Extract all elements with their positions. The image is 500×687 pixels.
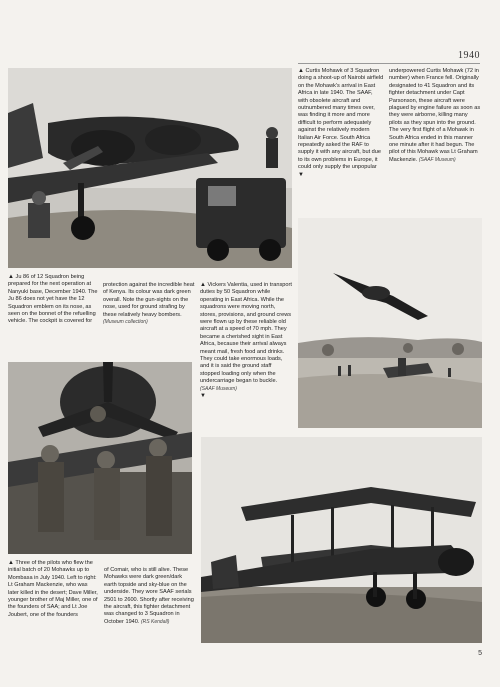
photo-credit: (Museum collection)	[103, 319, 148, 326]
caption-marker-up: ▲	[8, 560, 14, 566]
caption-marker-up: ▲	[298, 68, 304, 74]
caption-marker-down: ▼	[298, 171, 304, 178]
photo-credit: (RS Kendall)	[141, 618, 170, 625]
caption-curtiss-col2	[389, 68, 481, 164]
caption-pilots-col1	[8, 560, 100, 619]
caption-ju86-col2	[103, 282, 195, 326]
caption-pilots-col2	[104, 567, 196, 626]
caption-text: protection against the incredible heat of Kenya. Its colour was dark green overall. Note the gun-sights on the nose, used for ground strafing by these relatively heavy bombers.	[103, 282, 195, 318]
caption-text: underpowered Curtis Mohawk (72 in number) when France fell. Originally designated to 41 Squadron and its fighter detachment under Capt Parsonson, these aircraft were plagued by engine failure as soon as they were airborne, killing many pilots as they spun into the ground. The very first flight of a Mohawk in South Africa ended in this manner one minute after it had begun. The pilot of this Mohawk was Lt Graham Mackenzie.	[389, 68, 481, 163]
caption-marker-up: ▲	[8, 274, 14, 280]
caption-valentia	[200, 282, 292, 399]
caption-text: Three of the pilots who flew the initial batch of 20 Mohawks up to Mombasa in July 1940. Left to right: Lt Graham Mackenzie, who was later killed in the desert; Dave Miller, younger brother of Maj Miller, one of the founders of SAA; and Lt Joe Joubert, one of the founders	[8, 560, 98, 618]
caption-text: of Comair, who is still alive. These Mohawks were dark green/dark earth topside and sky-blue on the underside. They wore SAAF serials 2501 to 2600. Shortly after receiving the aircraft, this fighter detachment was changed to 3 Squadron in October 1940.	[104, 567, 194, 625]
caption-text: Ju 86 of 12 Squadron being prepared for the next operation at Nanyuki base, December 1940. The Ju 86 does not yet have the 12 Squadron emblem on its nose, as seen on the bonnet of the refuelling vehicle. The cockpit is covered for	[8, 274, 98, 325]
photo-vickers-valentia	[201, 437, 482, 643]
page-number: 5	[478, 650, 482, 657]
photo-mohawk-shootup	[298, 218, 482, 428]
photo-mohawk-pilots	[8, 362, 192, 554]
photo-credit: (SAAF Museum)	[200, 385, 237, 392]
caption-ju86-col1	[8, 274, 98, 326]
caption-text: Curtis Mohawk of 3 Squadron doing a shoot-up of Nairobi airfield on the Mohawk's arrival in East Africa in late 1940. The SAAF, with obsolete aircraft and outnumbered many times over, was finding it more and more difficult to perform adequately against the relatively modern Italian Air Force. South Africa repeatedly asked the RAF to supply it with any aircraft, but due to its own problems in Europe, it could only supply the unpopular	[298, 68, 384, 171]
photo-credit: (SAAF Museum)	[418, 156, 456, 163]
caption-curtiss-col1	[298, 68, 384, 178]
page-year-heading: 1940	[458, 50, 480, 61]
header-rule	[298, 63, 480, 64]
caption-marker-up: ▲	[200, 282, 206, 288]
caption-marker-down: ▼	[200, 393, 206, 400]
caption-text: Vickers Valentia, used in transport duties by 50 Squadron while operating in East Africa. While the squadrons were moving north, stores, provisions, and ground crews were flown up by these reliable old aircraft at a speed of 70 mph. They became a cherished sight in East Africa, because their arrival always meant mail, fresh food and drinks. They could take enormous loads, and it is said the ground staff stopped loading only when the undercarriage began to buckle.	[200, 282, 292, 385]
photo-ju86-refuelling	[8, 68, 292, 268]
